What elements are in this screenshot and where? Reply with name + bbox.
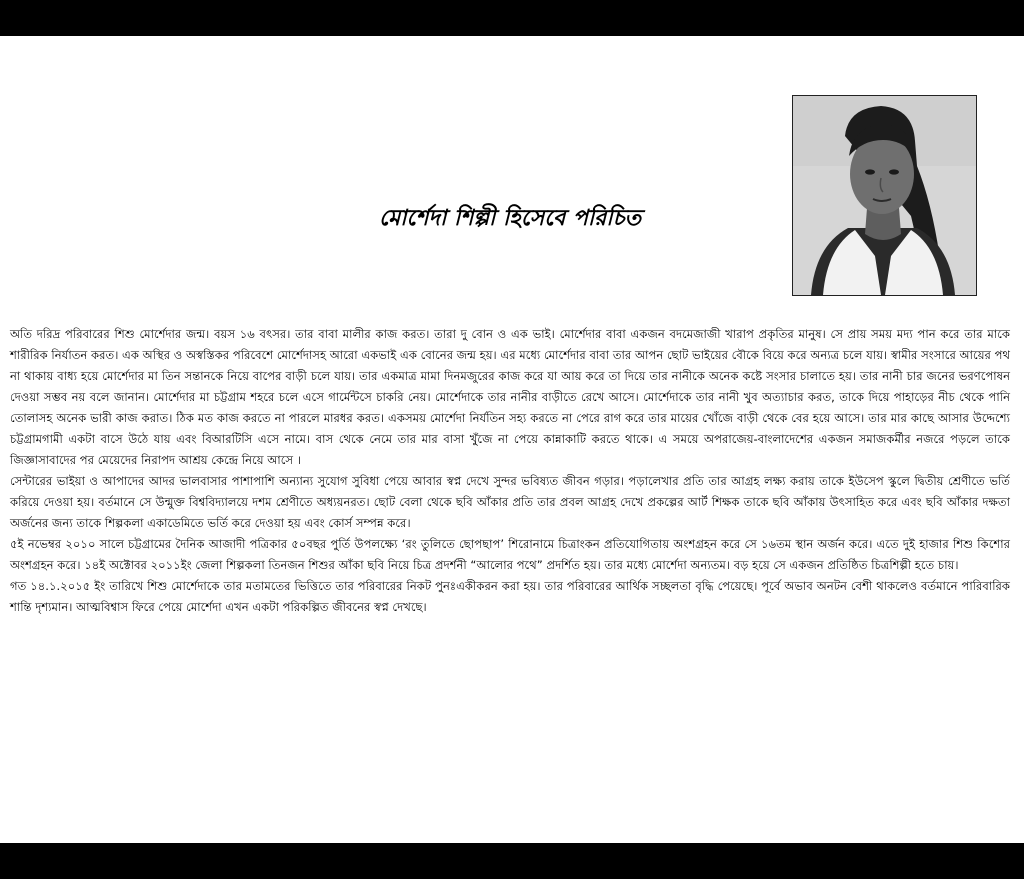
paragraph-3: ৫ই নভেম্বর ২০১০ সালে চট্টগ্রামের দৈনিক আজাদী পত্রিকার ৫০বছর পুর্তি উপলক্ষ্যে ‘রং তুলিতে ছোপছাপ’ শিরোনামে চিত্রাংকন প্রতিযোগিতায় অংশগ্রহন করে সে ১৬তম স্থান অর্জন করে। এতে দুই হাজার শিশু কিশোর অংশগ্রহন করে। ১৪ই অক্টোবর ২০১১ইং জেলা শিল্পকলা তিনজন শিশুর আঁকা ছবি নিয়ে চিত্র প্রদর্শনী “আলোর পথে” প্রদর্শিত হয়। তার মধ্যে মোর্শেদা অন্যতম। বড় হয়ে সে একজন প্রতিষ্ঠিত চিত্রশিল্পী হতে চায়। [10,537,1010,572]
portrait-illustration [793,96,976,295]
article-body [10,324,1010,618]
portrait-photo [792,95,977,296]
letterbox-bottom-bar [0,843,1024,879]
paragraph-2: সেন্টারের ভাইয়া ও আপাদের আদর ভালবাসার পাশাপাশি অন্যান্য সুযোগ সুবিধা পেয়ে আবার স্বপ্ন দেখে সুন্দর ভবিষ্যত জীবন গড়ার। পড়ালেখার প্রতি তার আগ্রহ লক্ষ্য করায় তাকে ইউসেপ স্কুলে দ্বিতীয় শ্রেণীতে ভর্তি করিয়ে দেওয়া হয়। বর্তমানে সে উন্মুক্ত বিশ্ববিদ্যালয়ে দশম শ্রেণীতে অধ্যয়নরত। ছোট বেলা থেকে ছবি আঁকার প্রতি তার প্রবল আগ্রহ দেখে প্রকল্পের আর্ট শিক্ষক তাকে ছবি আঁকায় উৎসাহিত করে এবং ছবি আঁকার দক্ষতা অর্জনের জন্য তাকে শিল্পকলা একাডেমিতে ভর্তি করে দেওয়া হয় এবং কোর্স সম্পন্ন করে। [10,474,1010,530]
paragraph-4: গত ১৪.১.২০১৫ ইং তারিখে শিশু মোর্শেদাকে তার মতামতের ভিত্তিতে তার পরিবারের নিকট পুনঃএকীকরন করা হয়। তার পরিবারের আর্থিক সচ্ছলতা বৃদ্ধি পেয়েছে। পূর্বে অভাব অনটন বেশী থাকলেও বর্তমানে পারিবারিক শান্তি দৃশ্যমান। আত্মবিশ্বাস ফিরে পেয়ে মোর্শেদা এখন একটা পরিকল্পিত জীবনের স্বপ্ন দেখছে। [10,579,1010,614]
letterbox-top-bar [0,0,1024,36]
paragraph-1: অতি দরিদ্র পরিবারের শিশু মোর্শেদার জন্ম। বয়স ১৬ বৎসর। তার বাবা মালীর কাজ করত। তারা দু বোন ও এক ভাই। মোর্শেদার বাবা একজন বদমেজাজী খারাপ প্রকৃতির মানুষ। সে প্রায় সময় মদ্য পান করে তার মাকে শারীরিক নির্যাতন করত। এক অস্থির ও অস্বস্তিকর পরিবেশে মোর্শেদাসহ আরো একভাই এক বোনের জন্ম হয়। এর মধ্যে মোৰ্শেদার বাবা তার আপন ছোট ভাইয়ের বৌকে বিয়ে করে অন্যত্র চলে যায়। স্বামীর সংসারে আয়ের পথ না থাকায় বাধ্য হয়ে মোর্শেদার মা তিন সন্তানকে নিয়ে বাপের বাড়ী চলে যায়। তার একমাত্র মামা দিনমজুরের কাজ করে যা আয় করে তা দিয়ে তার নানীকে অনেক কষ্টে সংসার চালাতে হয়। তার নানী চার জনের ভরণপোষন দেওয়া সম্ভব নয় বলে জানান। মোর্শেদার মা চট্টগ্রাম শহরে চলে এসে গার্মেন্টসে চাকরি নেয়। মোর্শেদাকে তার নানীর বাড়ীতে রেখে আসে। মোর্শেদাকে তার নানী খুব অত্যাচার করত, তাকে দিয়ে পাহাড়ের নীচ থেকে পানি তোলাসহ অনেক ভারী কাজ করাত। ঠিক মত কাজ করতে না পারলে মারধর করত। একসময় মোর্শেদা নির্যতিন সহ্য করতে না পেরে রাগ করে তার মায়ের খোঁজে বাড়ী থেকে বের হয়ে আসে। তার মার কাছে আসার উদ্দেশ্যে চট্টগ্রামগামী একটা বাসে উঠে যায় এবং বিআরটিসি এসে নামে। বাস থেকে নেমে তার মার বাসা খুঁজে না পেয়ে কান্নাকাটি করতে থাকে। এ সময়ে অপরাজেয়-বাংলাদেশের একজন সমাজকর্মীর নজরে পড়লে তাকে জিজ্ঞাসাবাদের পর মেয়েদের নিরাপদ আশ্রয় কেন্দ্রে নিয়ে আসে । [10,327,1010,467]
document-page [0,36,1024,843]
article-title: মোর্শেদা শিল্পী হিসেবে পরিচিত [379,205,641,231]
